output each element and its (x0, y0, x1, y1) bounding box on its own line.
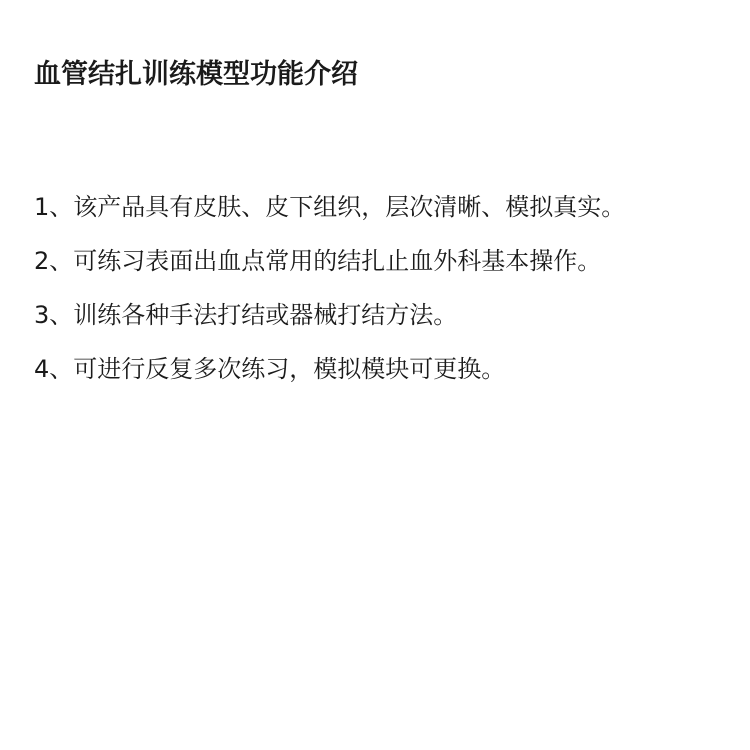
feature-item-1: 1、该产品具有皮肤、皮下组织，层次清晰、模拟真实。 (34, 193, 626, 221)
feature-list (34, 190, 734, 406)
page-title: 血管结扎训练模型功能介绍 (34, 59, 358, 90)
feature-item-3: 3、训练各种手法打结或器械打结方法。 (34, 301, 458, 329)
feature-item-2: 2、可练习表面出血点常用的结扎止血外科基本操作。 (34, 247, 602, 275)
feature-item-4: 4、可进行反复多次练习，模拟模块可更换。 (34, 355, 506, 383)
